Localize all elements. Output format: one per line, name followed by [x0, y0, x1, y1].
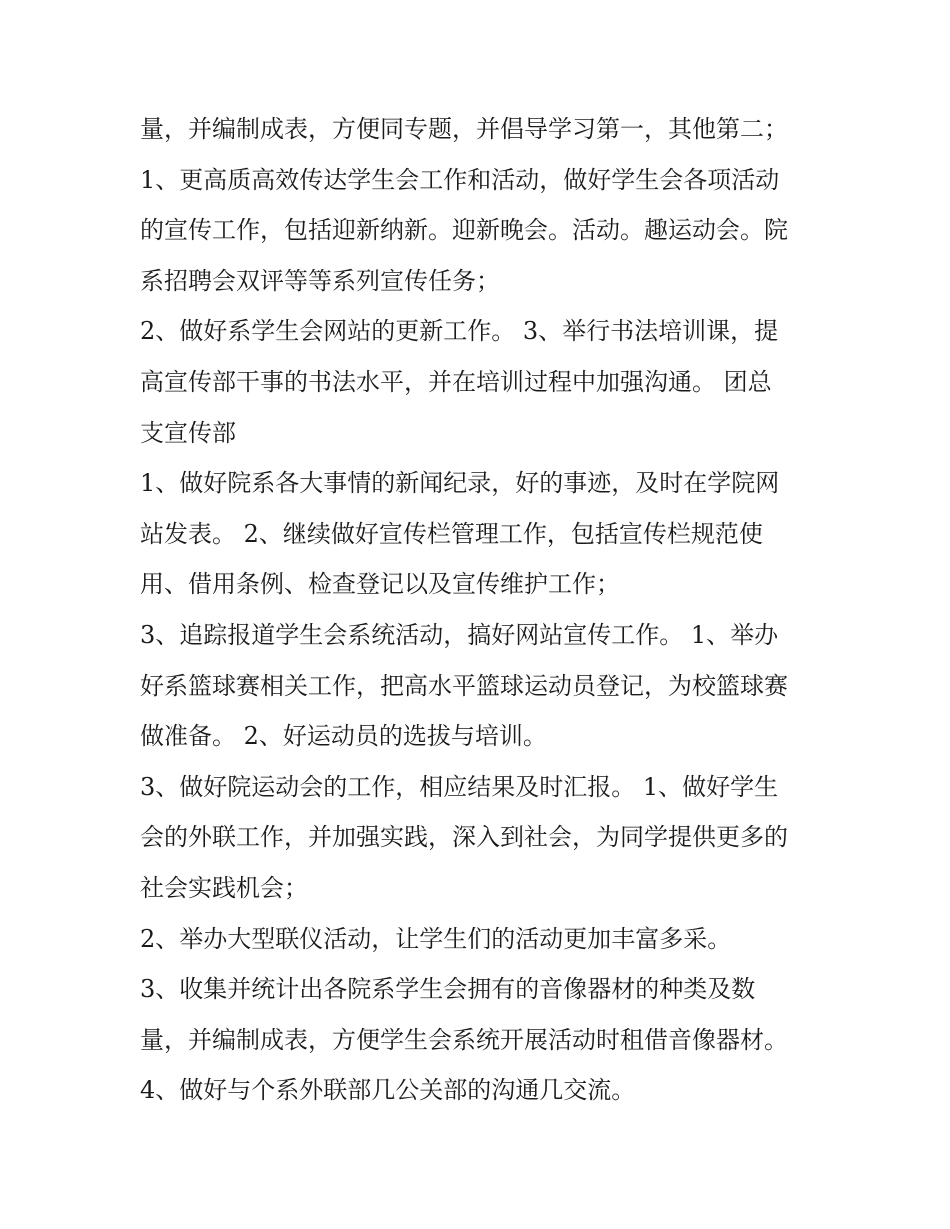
- text-line: 3、做好院运动会的工作，相应结果及时汇报。 1、做好学生: [140, 772, 779, 801]
- text-line: 社会实践机会；: [140, 873, 308, 902]
- text-line: 4、做好与个系外联部几公关部的沟通几交流。: [140, 1076, 636, 1105]
- text-line: 量，并编制成表，方便学生会系统开展活动时租借音像器材。: [140, 1025, 788, 1054]
- text-line: 2、做好系学生会网站的更新工作。 3、举行书法培训课，提: [140, 317, 779, 346]
- text-line: 好系篮球赛相关工作，把高水平篮球运动员登记，为校篮球赛: [140, 671, 788, 700]
- document-body: [140, 110, 830, 1122]
- text-line: 系招聘会双评等等系列宣传任务；: [140, 266, 500, 295]
- text-line: 1、做好院系各大事情的新闻纪录，好的事迹，及时在学院网: [140, 469, 780, 498]
- text-line: 用、借用条例、检查登记以及宣传维护工作；: [140, 570, 620, 599]
- text-line: 会的外联工作，并加强实践，深入到社会，为同学提供更多的: [140, 823, 788, 852]
- text-line: 高宣传部干事的书法水平，并在培训过程中加强沟通。 团总: [140, 367, 772, 396]
- text-line: 的宣传工作，包括迎新纳新。迎新晚会。活动。趣运动会。院: [140, 216, 788, 245]
- text-line: 2、举办大型联仪活动，让学生们的活动更加丰富多采。: [140, 924, 732, 953]
- text-line: 做准备。 2、好运动员的选拔与培训。: [140, 722, 547, 751]
- text-line: 1、更高质高效传达学生会工作和活动，做好学生会各项活动: [140, 165, 780, 194]
- text-line: 3、收集并统计出各院系学生会拥有的音像器材的种类及数: [140, 975, 756, 1004]
- text-line: 支宣传部: [140, 418, 236, 447]
- text-line: 站发表。 2、继续做好宣传栏管理工作，包括宣传栏规范使: [140, 519, 763, 548]
- text-line: 量，并编制成表，方便同专题，并倡导学习第一，其他第二；: [140, 115, 788, 143]
- text-line: 3、追踪报道学生会系统活动，搞好网站宣传工作。 1、举办: [140, 620, 779, 649]
